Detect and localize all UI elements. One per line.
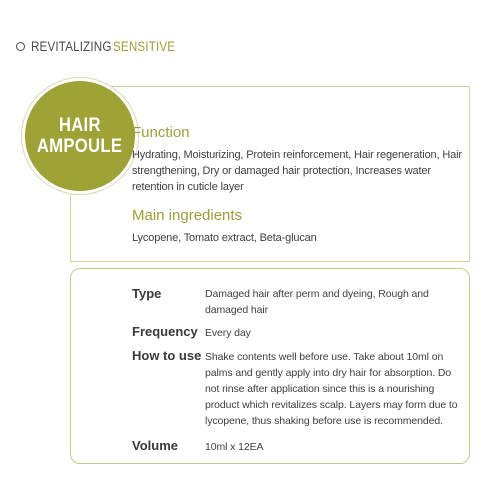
how-to-use-label: How to use bbox=[132, 348, 202, 363]
product-badge bbox=[22, 78, 138, 194]
type-label: Type bbox=[132, 286, 162, 301]
subcategory-label: SENSITIVE bbox=[112, 38, 175, 54]
badge-line-2: AMPOULE bbox=[37, 136, 123, 157]
function-text: Hydrating, Moisturizing, Protein reinforcement, Hair regeneration, Hair strengthening, Dry or damaged hair protection, Increases water retention in cuticle layer bbox=[132, 149, 462, 193]
frequency-value: Every day bbox=[205, 327, 251, 339]
badge-line-1: HAIR bbox=[59, 115, 101, 136]
type-value: Damaged hair after perm and dyeing, Rough and damaged hair bbox=[205, 288, 429, 316]
function-title: Function bbox=[132, 124, 190, 141]
volume-label: Volume bbox=[132, 438, 178, 453]
category-label: REVITALIZING bbox=[31, 38, 112, 54]
volume-value: 10ml x 12EA bbox=[205, 441, 264, 453]
category-header bbox=[16, 36, 185, 56]
ingredients-text: Lycopene, Tomato extract, Beta-glucan bbox=[132, 232, 317, 244]
how-to-use-value: Shake contents well before use. Take about 10ml on palms and gently apply into dry hair for absorption. Do not rinse after application since this is a nourishing product which revitalizes scalp. Layers may form due to lycopene, thus shaking before use is recommended. bbox=[205, 351, 458, 427]
ingredients-title: Main ingredients bbox=[132, 207, 243, 224]
circle-bullet-icon bbox=[16, 42, 25, 51]
frequency-label: Frequency bbox=[132, 324, 198, 339]
